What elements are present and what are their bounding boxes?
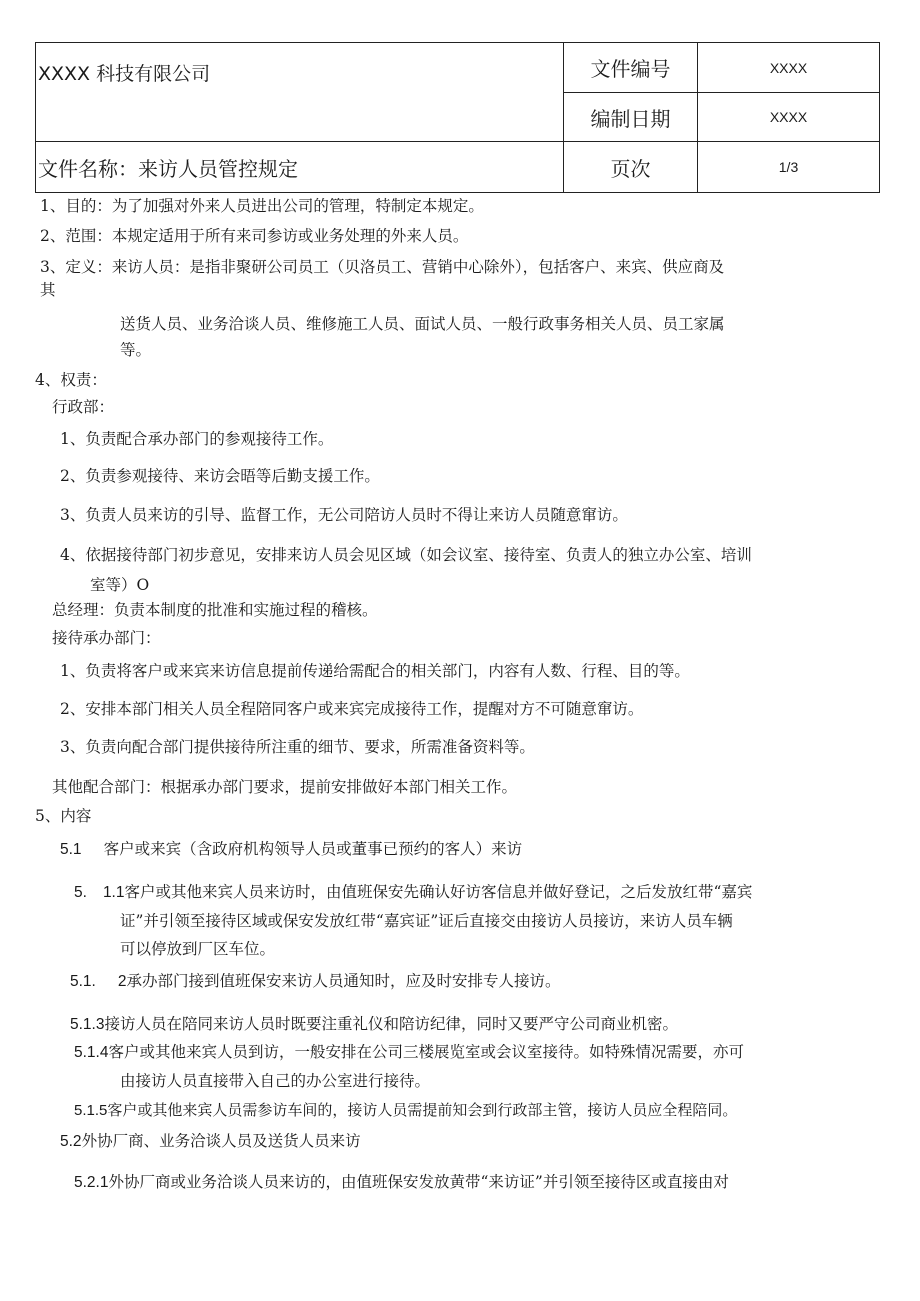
clause-text: 外协厂商或业务洽谈人员来访的，由值班保安发放黄带“来访证”并引领至接待区或直接由对 — [108, 1173, 729, 1191]
subsection-5-2 — [60, 1131, 361, 1152]
clause-text-cont: 可以停放到厂区车位。 — [120, 940, 276, 958]
clause-5-1-5 — [74, 1100, 737, 1121]
clause-5-1-4 — [74, 1042, 744, 1063]
definition-line: 3、定义：来访人员：是指非聚研公司员工（贝洛员工、营销中心除外），包括客户、来宾、供应商及 — [40, 258, 725, 276]
clause-text-cont: 证”并引领至接待区域或保安发放红带“嘉宾证”证后直接交由接访人员接访，来访人员车辆 — [120, 912, 733, 930]
dept-heading-other: 其他配合部门：根据承办部门要求，提前安排做好本部门相关工作。 — [52, 778, 518, 796]
clause-text: 外协厂商、业务洽谈人员及送货人员来访 — [81, 1132, 361, 1150]
list-item: 3、负责向配合部门提供接待所注重的细节、要求，所需准备资料等。 — [60, 738, 535, 756]
page-label: 页次 — [564, 142, 698, 193]
clause-number: 5.2 — [60, 1133, 82, 1150]
clause-number: 5.1.3 — [70, 1016, 105, 1033]
clause-number: 5.1 — [60, 841, 82, 858]
clause-number: 5.1. — [70, 973, 96, 990]
definition-line-cont: 送货人员、业务洽谈人员、维修施工人员、面试人员、一般行政事务相关人员、员工家属 — [120, 315, 725, 333]
clause-number: 1.1 — [102, 884, 125, 901]
file-number-label: 文件编号 — [564, 43, 698, 93]
list-item: 2、负责参观接待、来访会晤等后勤支援工作。 — [60, 467, 380, 485]
clause-number: 2 — [117, 973, 127, 990]
list-item: 3、负责人员来访的引导、监督工作，无公司陪访人员时不得让来访人员随意窜访。 — [60, 506, 628, 524]
dept-heading-admin: 行政部： — [52, 398, 115, 416]
definition-line-cont: 等。 — [120, 341, 152, 359]
document-name: 文件名称：来访人员管控规定 — [36, 142, 564, 193]
compile-date-label: 编制日期 — [564, 93, 698, 142]
clause-5-2-1 — [74, 1172, 729, 1193]
clause-text: 承办部门接到值班保安来访人员通知时，应及时安排专人接访。 — [126, 972, 561, 990]
clause-text: 接访人员在陪同来访人员时既要注重礼仪和陪访纪律，同时又要严守公司商业机密。 — [104, 1015, 678, 1033]
list-item: 1、负责将客户或来宾来访信息提前传递给需配合的相关部门，内容有人数、行程、目的等。 — [60, 662, 690, 680]
list-item: 2、安排本部门相关人员全程陪同客户或来宾完成接待工作，提醒对方不可随意窜访。 — [60, 700, 644, 718]
company-name: XXXX 科技有限公司 — [36, 43, 564, 142]
clause-5-1-3 — [70, 1014, 678, 1035]
purpose-line: 1、目的：为了加强对外来人员进出公司的管理，特制定本规定。 — [40, 197, 484, 215]
clause-text: 客户或其他来宾人员需参访车间的，接访人员需提前知会到行政部主管，接访人员应全程陪同。 — [107, 1101, 738, 1119]
list-item-cont: 室等）O — [90, 576, 150, 594]
dept-heading-host: 接待承办部门： — [52, 629, 161, 647]
clause-text: 客户或其他来宾人员到访，一般安排在公司三楼展览室或会议室接待。如特殊情况需要，亦可 — [108, 1043, 744, 1061]
section-heading-content: 5、内容 — [35, 807, 92, 825]
clause-number: 5. — [74, 884, 87, 901]
file-number-value: XXXX — [698, 43, 880, 93]
subsection-5-1 — [60, 839, 522, 860]
section-heading-responsibilities: 4、权责： — [35, 371, 107, 389]
clause-text: 客户或其他来宾人员来访时，由值班保安先确认好访客信息并做好登记，之后发放红带“嘉宾 — [124, 883, 753, 901]
list-item: 4、依据接待部门初步意见，安排来访人员会见区域（如会议室、接待室、负责人的独立办公室、培训 — [60, 546, 752, 564]
clause-number: 5.1.4 — [74, 1044, 109, 1061]
scope-line: 2、范围：本规定适用于所有来司参访或业务处理的外来人员。 — [40, 227, 469, 245]
dept-heading-gm: 总经理：负责本制度的批准和实施过程的稽核。 — [52, 601, 378, 619]
clause-5-1-2 — [70, 971, 561, 992]
list-item: 1、负责配合承办部门的参观接待工作。 — [60, 430, 334, 448]
compile-date-value: XXXX — [698, 93, 880, 142]
page-number-value: 1/3 — [698, 142, 880, 193]
clause-text-cont: 由接访人员直接带入自己的办公室进行接待。 — [120, 1072, 431, 1090]
clause-5-1-1 — [74, 882, 752, 903]
definition-line-cont: 其 — [40, 281, 56, 299]
clause-number: 5.1.5 — [74, 1102, 108, 1119]
clause-text: 客户或来宾（含政府机构领导人员或董事已预约的客人）来访 — [103, 840, 523, 858]
document-header-table — [35, 42, 880, 193]
clause-number: 5.2.1 — [74, 1174, 109, 1191]
